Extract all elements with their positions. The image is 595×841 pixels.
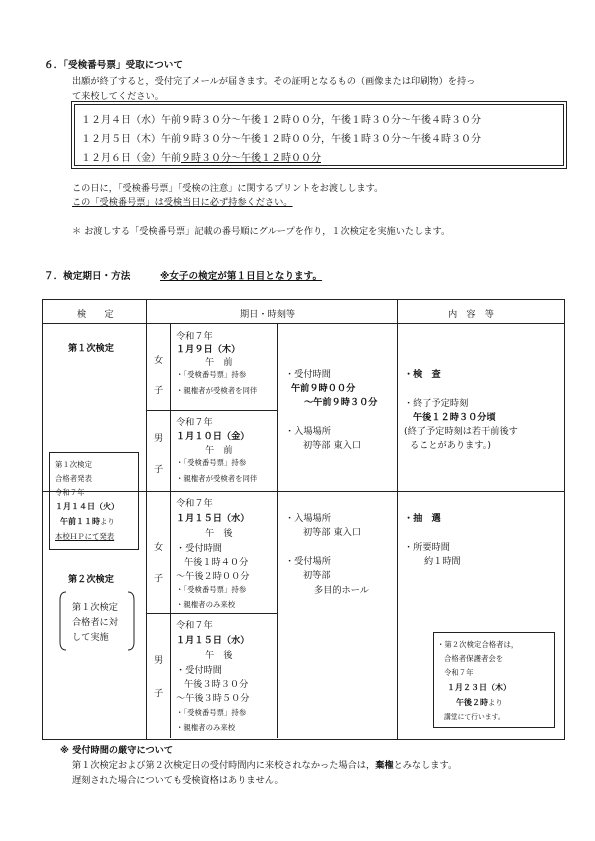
section6-heading: ６．「受検番号票」受取について	[44, 60, 183, 71]
r2-female-char1: 女	[154, 542, 164, 553]
r1info-line2: 午前９時００分	[291, 383, 356, 394]
pass1-line3: 令和７年	[55, 488, 85, 497]
r2m-bullet2: ・「受検番号票」持参	[176, 708, 247, 717]
r1-male-char1: 男	[154, 433, 164, 444]
r2content-line2: ・所要時間	[404, 542, 450, 553]
r2f-time1: 午後１時４０分	[184, 557, 249, 568]
second-exam-label: 第２次検定	[68, 574, 114, 585]
pass2-date: １月２３日（木）	[447, 683, 511, 692]
r1m-bullet2: ・親権者が受検者を同伴	[176, 474, 258, 483]
r1-male-char2: 子	[154, 464, 164, 475]
col-header-exam: 検 定	[77, 309, 114, 320]
table-col-divider-2	[397, 299, 398, 739]
r2f-bullet2: ・「受検番号票」持参	[176, 585, 247, 594]
r1m-date: １月１０日（金）	[176, 431, 250, 442]
pass2-time-suffix: より	[488, 698, 503, 707]
pass1-date: １月１４日（火）	[55, 502, 119, 511]
reception-date-3-time: ９時３０分～午後１２時００分	[181, 153, 321, 164]
pass1-hp-announcement: 本校ＨＰにて発表	[55, 532, 115, 541]
r2f-time2: ～午後２時００分	[176, 571, 250, 582]
r2-male-char2: 子	[154, 688, 164, 699]
r2info-line1: ・入場場所	[285, 513, 331, 524]
footer-line1-pre: 第１次検定および第２次検定日の受付時間内に来校されなかった場合は，	[72, 760, 376, 771]
r2-female-char2: 子	[154, 573, 164, 584]
r2m-time1: 午後３時３０分	[184, 679, 249, 690]
r1content-line4: (終了予定時刻は若干前後す	[404, 426, 518, 437]
section6-note2: この「受検番号票」は受検当日に必ず持参ください。	[72, 197, 293, 208]
r1f-bullet1: ・「受検番号票」持参	[176, 370, 247, 379]
r1f-era: 令和７年	[176, 331, 213, 342]
table-inner-divider-2	[277, 491, 278, 738]
reception-date-1: １２月４日（水）午前９時３０分～午後１２時００分，午後１時３０分～午後４時３０分	[81, 115, 481, 126]
table-gender-split-2	[146, 613, 277, 614]
r2f-era: 令和７年	[176, 498, 213, 509]
pass1-line1: 第１次検定	[55, 460, 92, 469]
r2info-line2: 初等部 東入口	[303, 527, 362, 538]
pass1-time-suffix: より	[100, 517, 115, 526]
section7-heading: ７．検定期日・方法	[44, 271, 131, 282]
reception-date-3-prefix: １２月６日（金）午前	[81, 153, 181, 164]
pass2-line2: 合格者保護者会を	[444, 654, 504, 663]
footer-line1-post: とみなします。	[393, 760, 458, 771]
pass2-time-value: 午後２時	[456, 698, 488, 707]
col-header-date: 期日・時刻等	[240, 309, 296, 320]
table-header-divider	[42, 323, 564, 324]
footer-line1	[72, 757, 457, 771]
r2content-line1: ・抽 選	[404, 513, 441, 524]
section6-note3: ＊ お渡しする「受検番号票」記載の番号順にグループを作り，１次検定を実施いたします。	[72, 226, 451, 237]
r1info-line3: ～午前９時３０分	[304, 397, 378, 408]
reception-date-3	[81, 149, 321, 164]
r2f-period: 午 後	[205, 528, 233, 539]
pass2-time	[456, 697, 503, 708]
pass2-location: 講堂にて行います。	[444, 713, 505, 721]
pass2-line3: 令和７年	[444, 668, 474, 677]
r1info-line4: ・入場場所	[285, 426, 331, 437]
r1m-era: 令和７年	[176, 417, 213, 428]
r1-female-char2: 子	[154, 385, 164, 396]
first-exam-label: 第１次検定	[68, 343, 114, 354]
r2info-line4: 初等部	[303, 570, 331, 581]
r2m-era: 令和７年	[176, 620, 213, 631]
col-header-content: 内 容 等	[448, 309, 494, 320]
footer-line1-bold: 棄権	[375, 760, 394, 771]
second-note-line1: 第１次検定	[72, 602, 118, 613]
section6-note1: この日に，「受検番号票」「受検の注意」に関するプリントをお渡しします。	[72, 183, 384, 194]
r2info-line5: 多目的ホール	[314, 585, 369, 596]
table-gender-split-1	[146, 410, 277, 411]
table-gender-divider	[170, 324, 171, 738]
second-note-line2: 合格者に対	[72, 617, 118, 628]
r1f-period: 午 前	[205, 357, 233, 368]
r1content-line2: ・終了予定時刻	[404, 398, 469, 409]
r2f-bullet3: ・親権者のみ来校	[176, 600, 236, 609]
pass1-time	[60, 516, 115, 527]
pass2-line1: ・第２次検定合格者は，	[437, 640, 519, 649]
r1f-bullet2: ・親権者が受検者を同伴	[176, 386, 258, 395]
footer-heading: ※ 受付時間の厳守について	[60, 745, 174, 756]
r1m-bullet1: ・「受検番号票」持参	[176, 458, 247, 467]
r2content-line3: 約１時間	[424, 556, 461, 567]
r1content-line5: ることがあります。)	[410, 440, 491, 451]
second-note-line3: して実施	[72, 632, 109, 643]
r1info-line5: 初等部 東入口	[303, 440, 362, 451]
section7-heading-note: ※女子の検定が第１日目となります。	[160, 271, 323, 282]
reception-date-2: １２月５日（木）午前９時３０分～午後１２時００分，午後１時３０分～午後４時３０分	[81, 134, 481, 145]
pass1-time-value: 午前１１時	[60, 517, 100, 526]
r1f-date: １月９日（木）	[176, 344, 241, 355]
section6-intro-line2: て来校してください。	[72, 91, 164, 102]
r2m-period: 午 後	[205, 650, 233, 661]
r2m-time2: ～午後３時５０分	[176, 693, 250, 704]
pass1-line2: 合格者発表	[55, 474, 92, 483]
r2m-date: １月１５日（水）	[176, 635, 250, 646]
r2f-bullet1: ・受付時間	[176, 543, 222, 554]
r2-male-char1: 男	[154, 655, 164, 666]
r2m-bullet3: ・親権者のみ来校	[176, 723, 236, 732]
r1content-line3: 午後１２時３０分頃	[413, 412, 496, 423]
r2m-bullet1: ・受付時間	[176, 665, 222, 676]
r1content-line1: ・検 査	[404, 369, 441, 380]
r1info-line1: ・受付時間	[285, 369, 331, 380]
table-col-divider-1	[146, 299, 147, 739]
r2f-date: １月１５日（水）	[176, 513, 250, 524]
r1m-period: 午 前	[205, 445, 233, 456]
r2info-line3: ・受付場所	[285, 556, 331, 567]
footer-line2: 遅刻された場合についても受検資格はありません。	[72, 775, 284, 786]
section6-intro-line1: 出願が終了すると，受付完了メールが届きます。その証明となるもの（画像または印刷物）を持っ	[72, 76, 476, 87]
table-inner-divider-1	[277, 324, 278, 491]
r1-female-char1: 女	[154, 355, 164, 366]
